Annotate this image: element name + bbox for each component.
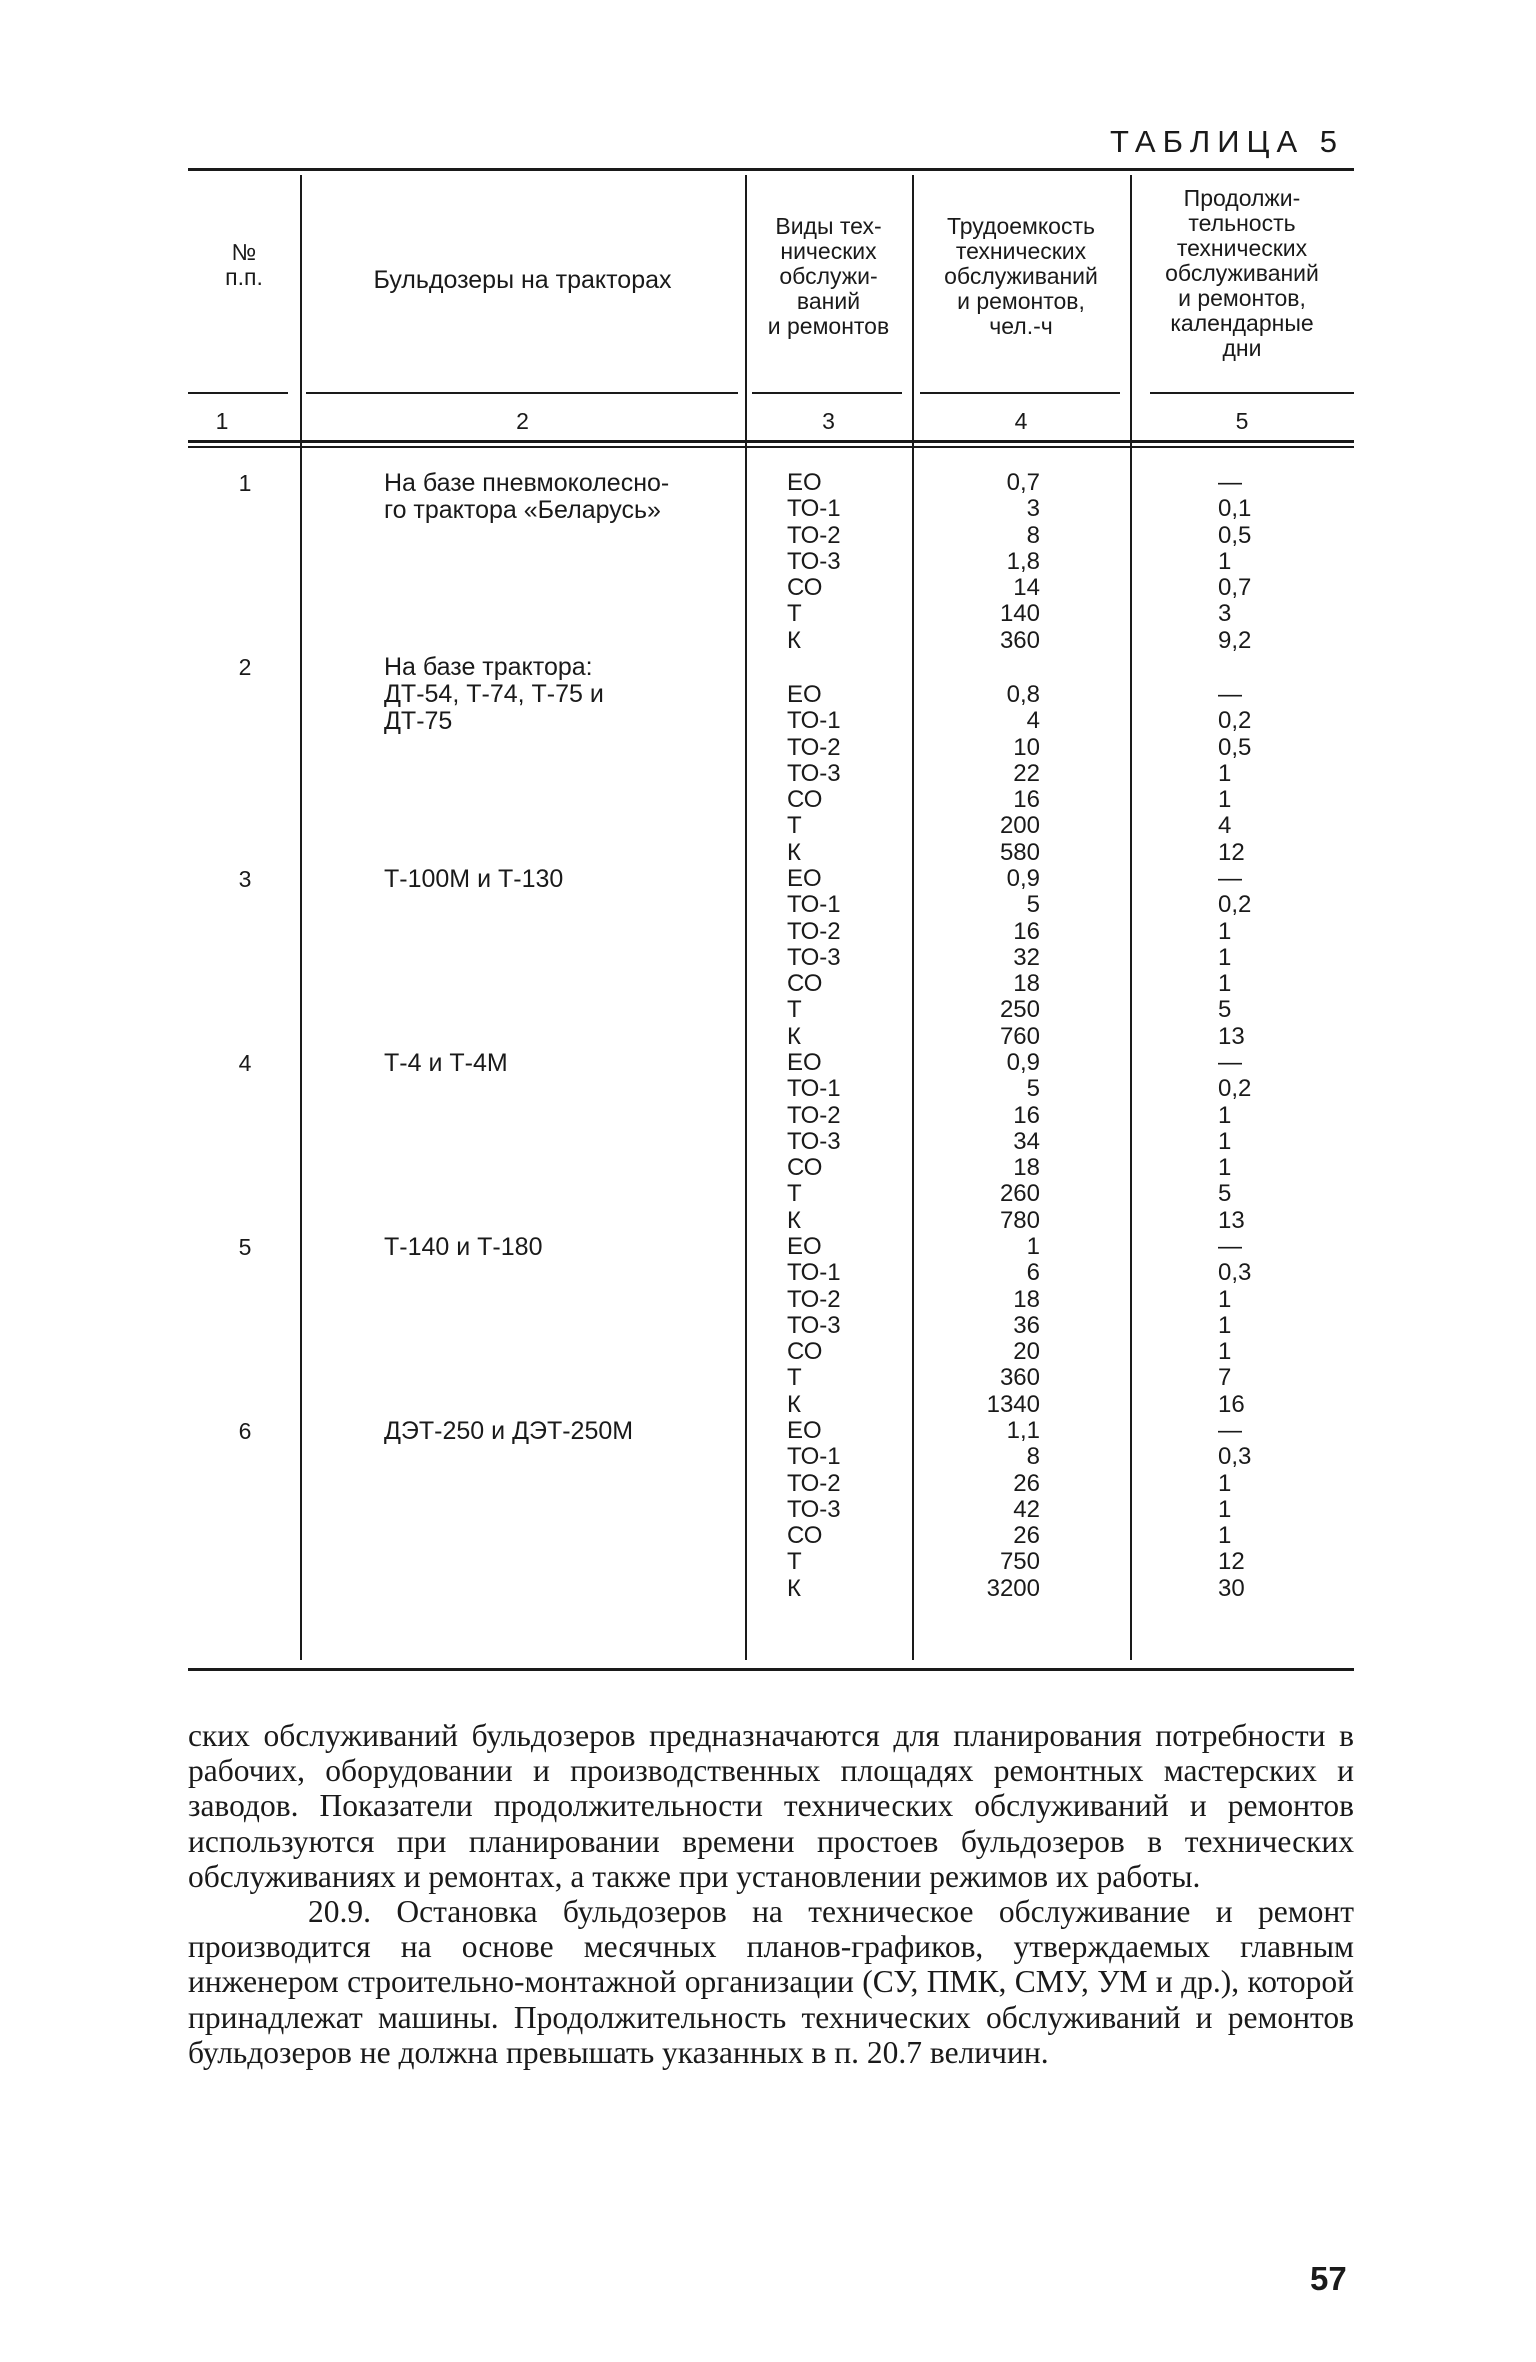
duration-value: 1	[1218, 1101, 1232, 1129]
column-number: 4	[1014, 408, 1028, 434]
duration-value: 5	[1218, 1180, 1232, 1208]
service-code: ТО-2	[787, 521, 841, 549]
duration-value: 4	[1218, 812, 1232, 840]
duration-values	[1218, 682, 1298, 866]
service-codes	[787, 470, 887, 654]
labor-value: 5	[1026, 891, 1040, 919]
bulldozer-name: Т-4 и Т-4М	[384, 1049, 508, 1077]
duration-value: 12	[1218, 838, 1245, 866]
header-labor: Трудоемкость технических обслуживаний и ремонтов, чел.-ч	[944, 213, 1098, 339]
service-code: ТО-3	[787, 1127, 841, 1155]
duration-value: 16	[1218, 1390, 1245, 1418]
column-number: 2	[516, 408, 529, 434]
labor-value: 18	[1013, 1285, 1040, 1313]
labor-value: 16	[1013, 1101, 1040, 1129]
service-code: ТО-2	[787, 733, 841, 761]
row-number: 1	[238, 470, 252, 496]
service-code: К	[787, 1206, 801, 1234]
duration-value: 1	[1218, 917, 1232, 945]
labor-value: 260	[999, 1180, 1040, 1208]
labor-value: 0,8	[1006, 681, 1040, 708]
column-number: 5	[1235, 408, 1249, 434]
labor-value: 1,1	[1006, 1417, 1040, 1444]
labor-value: 34	[1013, 1127, 1040, 1155]
duration-value: 1	[1218, 1338, 1232, 1366]
duration-value: 1	[1218, 1154, 1232, 1182]
labor-value: 750	[999, 1548, 1040, 1576]
labor-value: 760	[999, 1022, 1040, 1050]
header-sub-rule	[752, 392, 902, 394]
labor-value: 14	[1013, 574, 1040, 602]
duration-value: —	[1218, 1417, 1242, 1444]
labor-values	[940, 1050, 1040, 1234]
row-number: 4	[238, 1050, 252, 1076]
service-code: ЕО	[787, 1233, 822, 1260]
duration-value: 1	[1218, 1127, 1232, 1155]
duration-values	[1218, 866, 1298, 1050]
duration-value: 1	[1218, 943, 1232, 971]
labor-value: 5	[1026, 1075, 1040, 1103]
duration-value: 12	[1218, 1548, 1245, 1576]
service-code: ТО-3	[787, 547, 841, 575]
labor-value: 20	[1013, 1338, 1040, 1366]
header-duration: Продолжи- тельность технических обслуживаний и ремонтов, календарные дни	[1165, 185, 1319, 361]
service-code: ЕО	[787, 469, 822, 496]
labor-value: 250	[999, 996, 1040, 1024]
body-text	[188, 1718, 1354, 2070]
bulldozer-name: На базе трактора: ДТ-54, Т-74, Т-75 и ДТ-75	[384, 653, 604, 735]
labor-values	[940, 866, 1040, 1050]
column-divider	[300, 175, 302, 1660]
duration-values	[1218, 1418, 1298, 1602]
labor-value: 3200	[986, 1574, 1040, 1602]
row-number: 3	[238, 866, 252, 892]
service-code: К	[787, 1390, 801, 1418]
duration-value: 1	[1218, 547, 1232, 575]
service-code: СО	[787, 970, 823, 998]
service-code: Т	[787, 1364, 802, 1392]
duration-value: 1	[1218, 1285, 1232, 1313]
service-code: ТО-2	[787, 1285, 841, 1313]
labor-value: 36	[1013, 1311, 1040, 1339]
duration-value: 0,5	[1218, 733, 1252, 761]
labor-value: 360	[999, 626, 1040, 654]
service-code: СО	[787, 574, 823, 602]
duration-value: 13	[1218, 1206, 1245, 1234]
service-code: ТО-1	[787, 1075, 841, 1103]
duration-value: 30	[1218, 1574, 1245, 1602]
labor-value: 360	[999, 1364, 1040, 1392]
row-number: 5	[238, 1234, 252, 1260]
labor-value: 0,7	[1006, 469, 1040, 496]
service-codes	[787, 682, 887, 866]
column-number: 1	[215, 408, 229, 434]
table-numbers-rule	[188, 446, 1354, 448]
column-number: 3	[822, 408, 835, 434]
column-divider	[745, 175, 747, 1660]
service-code: Т	[787, 1180, 802, 1208]
header-number: № п.п.	[225, 239, 263, 290]
service-code: ТО-2	[787, 1101, 841, 1129]
duration-value: 0,2	[1218, 1075, 1252, 1103]
labor-value: 200	[999, 812, 1040, 840]
duration-value: 1	[1218, 1469, 1232, 1497]
labor-value: 18	[1013, 1154, 1040, 1182]
labor-values	[940, 470, 1040, 654]
column-divider	[912, 175, 914, 1660]
duration-value: 1	[1218, 786, 1232, 814]
labor-value: 0,9	[1006, 1049, 1040, 1076]
duration-value: 0,2	[1218, 891, 1252, 919]
duration-value: —	[1218, 469, 1242, 496]
duration-value: 0,7	[1218, 574, 1252, 602]
bulldozer-name: На базе пневмоколесно- го трактора «Беларусь»	[384, 469, 670, 524]
duration-value: —	[1218, 1233, 1242, 1260]
service-code: ТО-1	[787, 1259, 841, 1287]
bulldozer-name: Т-140 и Т-180	[384, 1233, 543, 1261]
service-code: ЕО	[787, 681, 822, 708]
duration-value: 1	[1218, 1495, 1232, 1523]
paragraph: 20.9. Остановка бульдозеров на техническое обслуживание и ремонт производится на основе месячных планов-графиков, утверждаемых главным инженером строительно-монтажной организации (СУ, ПМК, СМУ, УМ и др.), которой принадлежат машины. Продолжительность технических обслуживаний и ремонтов бульдозеров не должна превышать указанных в п. 20.7 величин.	[188, 1894, 1354, 2070]
labor-value: 10	[1013, 733, 1040, 761]
service-code: СО	[787, 1154, 823, 1182]
labor-values	[940, 682, 1040, 866]
labor-value: 32	[1013, 943, 1040, 971]
paragraph: ских обслуживаний бульдозеров предназначаются для планирования потребности в рабочих, оборудовании и производственных площадях ремонтных мастерских и заводов. Показатели продолжительности технических обслуживаний и ремонтов используются при планировании времени простоев бульдозеров в технических обслуживаниях и ремонтах, а также при установлении режимов их работы.	[188, 1718, 1354, 1894]
labor-value: 16	[1013, 917, 1040, 945]
header-sub-rule	[1150, 392, 1354, 394]
service-codes	[787, 1050, 887, 1234]
labor-value: 8	[1026, 521, 1040, 549]
labor-value: 18	[1013, 970, 1040, 998]
labor-value: 6	[1026, 1259, 1040, 1287]
service-code: ТО-1	[787, 707, 841, 735]
service-code: ТО-3	[787, 1495, 841, 1523]
service-code: ТО-1	[787, 495, 841, 523]
service-codes	[787, 1418, 887, 1602]
duration-value: 1	[1218, 970, 1232, 998]
labor-value: 1	[1026, 1233, 1040, 1260]
duration-value: 9,2	[1218, 626, 1252, 654]
labor-value: 1340	[986, 1390, 1040, 1418]
duration-value: 1	[1218, 1522, 1232, 1550]
service-code: ТО-3	[787, 943, 841, 971]
labor-value: 8	[1026, 1443, 1040, 1471]
column-divider	[1130, 175, 1132, 1660]
labor-values	[940, 1234, 1040, 1418]
duration-value: 0,1	[1218, 495, 1252, 523]
service-codes	[787, 866, 887, 1050]
service-code: К	[787, 1574, 801, 1602]
labor-value: 580	[999, 838, 1040, 866]
service-code: ЕО	[787, 865, 822, 892]
labor-value: 26	[1013, 1469, 1040, 1497]
service-code: ЕО	[787, 1417, 822, 1444]
bulldozer-name: Т-100М и Т-130	[384, 865, 564, 893]
duration-values	[1218, 1234, 1298, 1418]
service-code: Т	[787, 996, 802, 1024]
duration-value: 3	[1218, 600, 1232, 628]
labor-value: 3	[1026, 495, 1040, 523]
header-sub-rule	[920, 392, 1120, 394]
header-sub-rule	[306, 392, 738, 394]
labor-value: 42	[1013, 1495, 1040, 1523]
service-code: ТО-2	[787, 1469, 841, 1497]
service-code: ТО-2	[787, 917, 841, 945]
service-code: Т	[787, 1548, 802, 1576]
table-caption: ТАБЛИЦА 5	[1110, 124, 1345, 159]
table-bottom-rule	[188, 1668, 1354, 1671]
labor-values	[940, 1418, 1040, 1602]
duration-value: 7	[1218, 1364, 1232, 1392]
duration-values	[1218, 1050, 1298, 1234]
page-number: 57	[1310, 2260, 1347, 2297]
service-code: К	[787, 626, 801, 654]
labor-value: 140	[999, 600, 1040, 628]
service-code: СО	[787, 786, 823, 814]
table-top-rule	[188, 168, 1354, 171]
service-code: ТО-1	[787, 1443, 841, 1471]
labor-value: 16	[1013, 786, 1040, 814]
service-code: ТО-3	[787, 1311, 841, 1339]
table-header-rule	[188, 440, 1354, 443]
header-sub-rule	[188, 392, 288, 394]
labor-value: 22	[1013, 759, 1040, 787]
bulldozer-name: ДЭТ-250 и ДЭТ-250М	[384, 1417, 634, 1445]
labor-value: 0,9	[1006, 865, 1040, 892]
service-code: К	[787, 838, 801, 866]
service-code: СО	[787, 1522, 823, 1550]
duration-values	[1218, 470, 1298, 654]
service-code: ЕО	[787, 1049, 822, 1076]
duration-value: 13	[1218, 1022, 1245, 1050]
duration-value: 0,3	[1218, 1443, 1252, 1471]
service-code: К	[787, 1022, 801, 1050]
service-codes	[787, 1234, 887, 1418]
service-code: Т	[787, 812, 802, 840]
duration-value: —	[1218, 681, 1242, 708]
labor-value: 4	[1026, 707, 1040, 735]
header-service-type: Виды тех- нических обслужи- ваний и ремонтов	[767, 213, 890, 339]
labor-value: 780	[999, 1206, 1040, 1234]
duration-value: —	[1218, 1049, 1242, 1076]
duration-value: —	[1218, 865, 1242, 892]
duration-value: 0,2	[1218, 707, 1252, 735]
service-code: Т	[787, 600, 802, 628]
labor-value: 1,8	[1006, 547, 1040, 575]
row-number: 2	[238, 654, 252, 680]
service-code: СО	[787, 1338, 823, 1366]
header-bulldozer: Бульдозеры на тракторах	[373, 266, 672, 294]
row-number: 6	[238, 1418, 252, 1444]
duration-value: 0,5	[1218, 521, 1252, 549]
duration-value: 1	[1218, 1311, 1232, 1339]
service-code: ТО-3	[787, 759, 841, 787]
service-code: ТО-1	[787, 891, 841, 919]
duration-value: 1	[1218, 759, 1232, 787]
labor-value: 26	[1013, 1522, 1040, 1550]
duration-value: 0,3	[1218, 1259, 1252, 1287]
duration-value: 5	[1218, 996, 1232, 1024]
